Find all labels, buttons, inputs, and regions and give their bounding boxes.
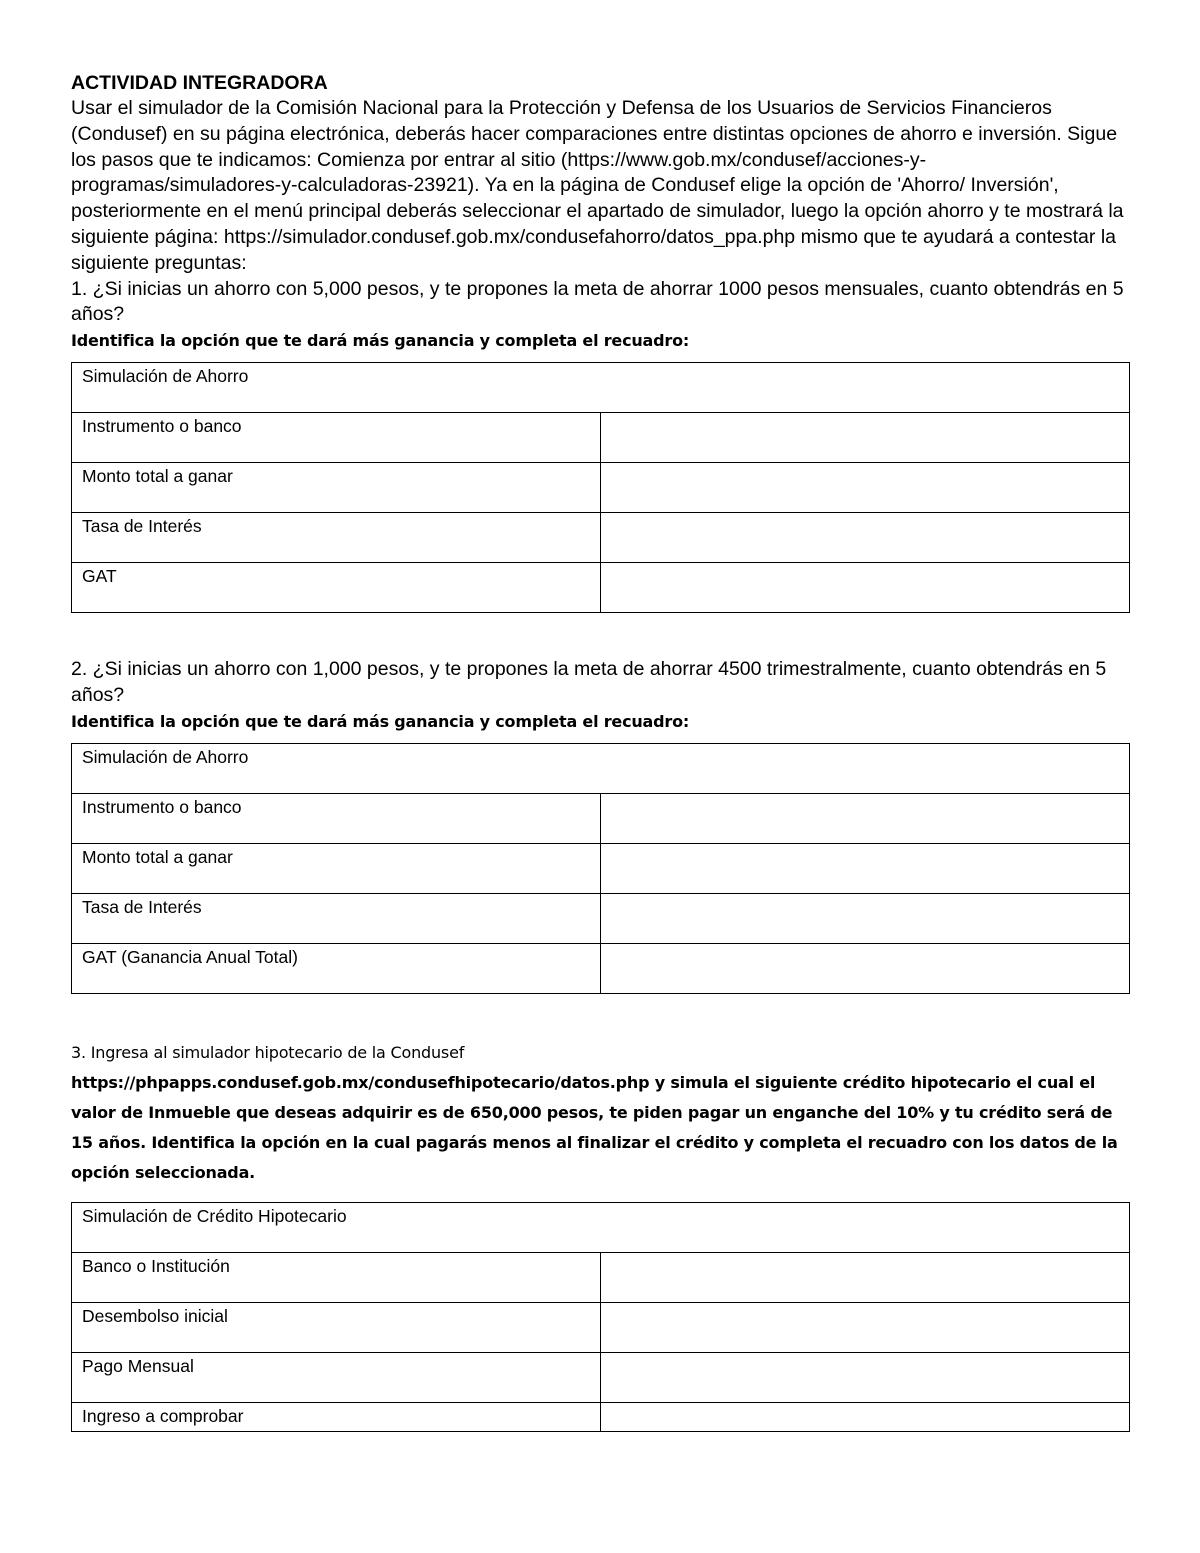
document-title: ACTIVIDAD INTEGRADORA: [71, 72, 328, 94]
answer-cell[interactable]: [601, 893, 1130, 943]
answer-cell[interactable]: [601, 1402, 1130, 1431]
table-row: [72, 943, 1130, 993]
answer-cell[interactable]: [601, 563, 1130, 613]
row-label: Tasa de Interés: [72, 893, 601, 943]
answer-cell[interactable]: [601, 843, 1130, 893]
table-row: [72, 413, 1130, 463]
row-label: Ingreso a comprobar: [72, 1402, 601, 1431]
table-header-row: [72, 1202, 1130, 1252]
table-row: [72, 563, 1130, 613]
answer-cell[interactable]: [601, 1252, 1130, 1302]
question-2-instruction: Identifica la opción que te dará más ganancia y completa el recuadro:: [71, 711, 690, 731]
row-label: Pago Mensual: [72, 1352, 601, 1402]
row-label: Desembolso inicial: [72, 1302, 601, 1352]
document-page: [71, 70, 1129, 1432]
table-header-cell: Simulación de Ahorro: [72, 743, 1130, 793]
table-row: [72, 1302, 1130, 1352]
table-header-row: [72, 363, 1130, 413]
question-1-instruction: Identifica la opción que te dará más ganancia y completa el recuadro:: [71, 331, 690, 351]
table-header-cell: Simulación de Crédito Hipotecario: [72, 1202, 1130, 1252]
table-row: [72, 1402, 1130, 1431]
row-label: Instrumento o banco: [72, 793, 601, 843]
savings-table-2: [71, 743, 1130, 994]
table-header-row: [72, 743, 1130, 793]
answer-cell[interactable]: [601, 1352, 1130, 1402]
row-label: Tasa de Interés: [72, 513, 601, 563]
table-row: [72, 843, 1130, 893]
answer-cell[interactable]: [601, 413, 1130, 463]
row-label: Monto total a ganar: [72, 843, 601, 893]
table-row: [72, 463, 1130, 513]
intro-paragraph: Usar el simulador de la Comisión Nacional para la Protección y Defensa de los Usuarios de Servicios Financieros (Condusef) en su página electrónica, deberás hacer comparaciones entre distintas opciones de ahorro e inversión. Sigue los pasos que te indicamos: Comienza por entrar al sitio (https://www.gob.mx/condusef/acciones-y-programas/simuladores-y-calculadoras-23921). Ya en la página de Condusef elige la opción de 'Ahorro/ Inversión', posteriormente en el menú principal deberás seleccionar el apartado de simulador, luego la opción ahorro y te mostrará la siguiente página: https://simulador.condusef.gob.mx/condusefahorro/datos_ppa.php mismo que te ayudará a contestar la siguiente preguntas:: [71, 97, 1124, 274]
table-row: [72, 513, 1130, 563]
question-3-heading: 3. Ingresa al simulador hipotecario de la Condusef: [71, 1042, 465, 1062]
row-label: GAT (Ganancia Anual Total): [72, 943, 601, 993]
question-1: 1. ¿Si inicias un ahorro con 5,000 pesos, y te propones la meta de ahorrar 1000 pesos mensuales, cuanto obtendrás en 5 años?: [71, 277, 1124, 326]
row-label: Instrumento o banco: [72, 413, 601, 463]
table-row: [72, 793, 1130, 843]
savings-table-1: [71, 362, 1130, 613]
answer-cell[interactable]: [601, 943, 1130, 993]
answer-cell[interactable]: [601, 513, 1130, 563]
row-label: GAT: [72, 563, 601, 613]
table-row: [72, 1252, 1130, 1302]
question-2: 2. ¿Si inicias un ahorro con 1,000 pesos, y te propones la meta de ahorrar 4500 trimestralmente, cuanto obtendrás en 5 años?: [71, 658, 1107, 706]
question-3-body: https://phpapps.condusef.gob.mx/condusefhipotecario/datos.php y simula el siguiente crédito hipotecario el cual el valor de Inmueble que deseas adquirir es de 650,000 pesos, te piden pagar un enganche del 10% y tu crédito será de 15 años. Identifica la opción en la cual pagarás menos al finalizar el crédito y completa el recuadro con los datos de la opción seleccionada.: [71, 1072, 1118, 1182]
table-row: [72, 1352, 1130, 1402]
row-label: Banco o Institución: [72, 1252, 601, 1302]
answer-cell[interactable]: [601, 463, 1130, 513]
table-header-cell: Simulación de Ahorro: [72, 363, 1130, 413]
row-label: Monto total a ganar: [72, 463, 601, 513]
answer-cell[interactable]: [601, 1302, 1130, 1352]
mortgage-table: [71, 1202, 1130, 1432]
table-row: [72, 893, 1130, 943]
question-3: [71, 1038, 1129, 1188]
answer-cell[interactable]: [601, 793, 1130, 843]
